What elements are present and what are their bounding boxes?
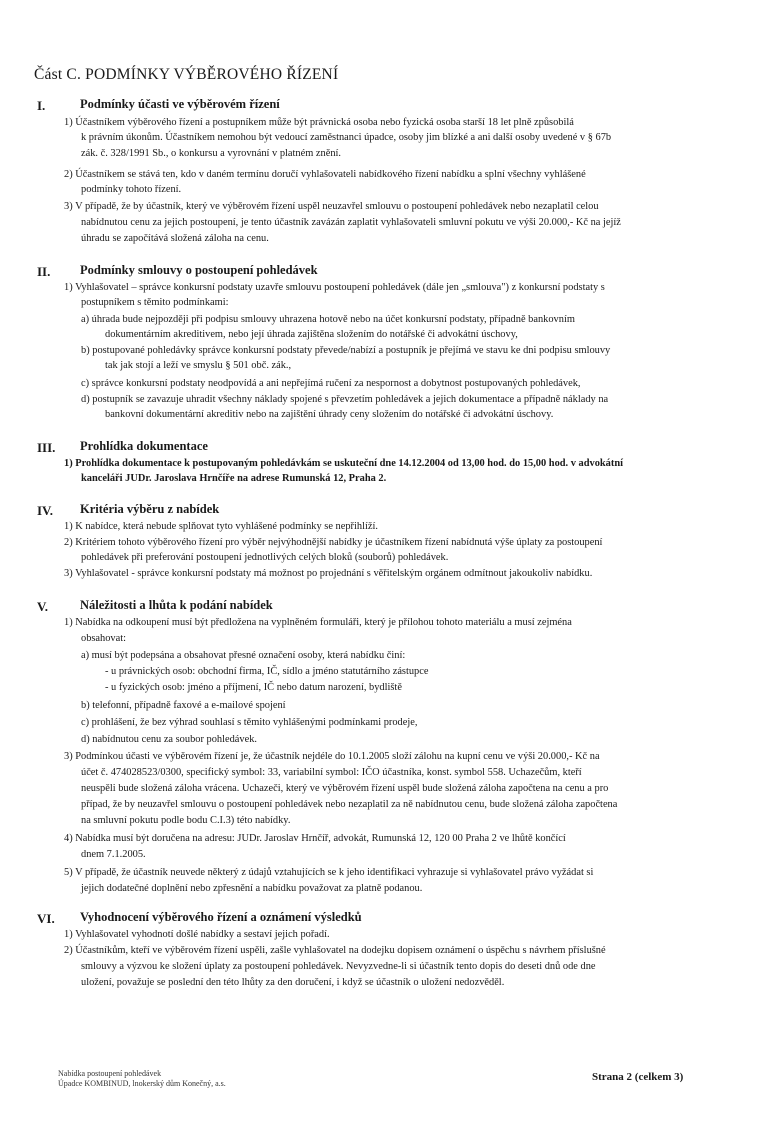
section-2-line: postupníkem s těmito podmínkami: <box>81 297 229 308</box>
section-2-title: Podmínky smlouvy o postoupení pohledávek <box>80 263 318 277</box>
section-2-line: 1) Vyhlašovatel – správce konkursní podstaty uzavře smlouvu postoupení pohledávek (dále jen „smlouva") z konkursní podstaty s <box>64 282 605 293</box>
page-number: Strana 2 (celkem 3) <box>592 1071 684 1083</box>
footer-left-line: Nabídka postoupení pohledávek <box>58 1069 162 1078</box>
section-4-line: 3) Vyhlašovatel - správce konkursní podstaty má možnost po projednání s věřitelským orgánem odmítnout jakoukoliv nabídku. <box>64 568 593 579</box>
section-6-line: smlouvy a výzvou ke složení úplaty za postoupení pohledávek. Nevyzvedne-li si účastník tento dopis do deseti dnů ode dne <box>81 961 596 972</box>
section-5-line: dnem 7.1.2005. <box>81 849 146 860</box>
section-5-line: obsahovat: <box>81 633 127 644</box>
section-2-line: a) úhrada bude nejpozději při podpisu smlouvy uhrazena hotově nebo na účet konkursní podstaty, případně bankovním <box>81 314 575 325</box>
section-6-line: uložení, považuje se poslední den této lhůty za den doručení, i když se účastník o uložení nedozvěděl. <box>81 977 505 988</box>
section-5-line: - u právnických osob: obchodní firma, IČ, sídlo a jméno statutárního zástupce <box>105 666 429 677</box>
section-2-line: b) postupované pohledávky správce konkursní podstaty převede/nabízí a postupník je přejímá ve stavu ke dni podpisu smlouvy <box>81 345 611 356</box>
section-1-line: podmínky tohoto řízení. <box>81 184 182 195</box>
section-2-line: tak jak stojí a leží ve smyslu § 501 obč. zák., <box>105 360 292 371</box>
section-5-line: případ, že by neuzavřel smlouvu o postoupení pohledávek nebo nezaplatil za ně nabídnutou cenu, bude složená záloha započtena <box>81 799 618 810</box>
section-1-line: nabídnutou cenu za jejich postoupení, je tento účastník zavázán zaplatit vyhlašovateli smluvní pokutu ve výši 20.000,- Kč na jejíž <box>81 217 621 228</box>
section-3-line: 1) Prohlídka dokumentace k postupovaným pohledávkám se uskuteční dne 14.12.2004 od 13,00 hod. do 15,00 hod. v advokátní <box>64 458 624 469</box>
section-4-number: IV. <box>37 503 54 518</box>
section-6-line: 2) Účastníkům, kteří ve výběrovém řízení uspěli, zašle vyhlašovatel na dodejku dopisem oznámení o úspěchu s návrhem příslušné <box>64 945 606 956</box>
section-1-line: k právním úkonům. Účastníkem nemohou být vedoucí zaměstnanci úpadce, osoby jim blízké a ani další osoby uvedené v § 67b <box>81 132 612 143</box>
section-5-line: - u fyzických osob: jméno a příjmení, IČ nebo datum narození, bydliště <box>105 682 402 693</box>
section-3-line: kanceláři JUDr. Jaroslava Hrnčíře na adrese Rumunská 12, Praha 2. <box>81 473 387 484</box>
section-5-line: 4) Nabídka musí být doručena na adresu: JUDr. Jaroslav Hrnčíř, advokát, Rumunská 12, 120 00 Praha 2 ve lhůtě končící <box>64 833 566 844</box>
page-title: Část C. PODMÍNKY VÝBĚROVÉHO ŘÍZENÍ <box>34 66 339 83</box>
section-5-line: a) musí být podepsána a obsahovat přesné označení osoby, která nabídku činí: <box>81 650 406 661</box>
section-5-line: jejich dodatečné doplnění nebo zpřesnění a nabídku považovat za platně podanou. <box>81 883 423 894</box>
section-2-number: II. <box>37 264 51 279</box>
section-4-line: pohledávek při preferování postoupení jednotlivých celých bloků (souborů) pohledávek. <box>81 552 449 563</box>
section-6-title: Vyhodnocení výběrového řízení a oznámení výsledků <box>80 910 362 924</box>
section-2-line: d) postupník se zavazuje uhradit všechny náklady spojené s převzetím pohledávek a jejich dokumentace a případně náklady na <box>81 394 609 405</box>
section-1-number: I. <box>37 98 46 113</box>
section-5-line: 3) Podmínkou účasti ve výběrovém řízení je, že účastník nejdéle do 10.1.2005 složí zálohu na kupní cenu ve výši 20.000,- Kč na <box>64 751 600 762</box>
section-5-line: b) telefonní, případně faxové a e-mailové spojení <box>81 700 286 711</box>
section-5-line: d) nabídnutou cenu za soubor pohledávek. <box>81 734 258 745</box>
section-5-number: V. <box>37 599 48 614</box>
section-2-line: bankovní dokumentární akreditiv nebo na zajištění úhrady ceny složením do notářské či advokátní úschovy. <box>105 409 554 420</box>
section-3-number: III. <box>37 440 56 455</box>
section-1-line: zák. č. 328/1991 Sb., o konkursu a vyrovnání v platném znění. <box>81 148 342 159</box>
section-5-title: Náležitosti a lhůta k podání nabídek <box>80 598 273 612</box>
section-5-line: neuspěli bude složená záloha vrácena. Uchazeči, který ve výběrovém řízení uspěl bude složená záloha započtena na cenu a pro <box>81 783 609 794</box>
section-5-line: na smluvní pokutu podle bodu C.I.3) této nabídky. <box>81 815 291 826</box>
section-6-number: VI. <box>37 911 55 926</box>
section-5-line: 1) Nabídka na odkoupení musí být předložena na vyplněném formuláři, který je přílohou tohoto materiálu a musí zejména <box>64 617 572 628</box>
section-5-line: c) prohlášení, že bez výhrad souhlasí s těmito vyhlášenými podmínkami prodeje, <box>81 717 418 728</box>
section-5-line: účet č. 474028523/0300, specifický symbol: 33, variabilní symbol: IČO účastníka, konst. symbol 558. Uchazečům, kteří <box>81 767 582 778</box>
section-4-title: Kritéria výběru z nabídek <box>80 502 220 516</box>
section-2-line: dokumentárním akreditivem, nebo její úhrada zajištěna složením do notářské či advokátní úschovy, <box>105 329 518 340</box>
footer-left <box>58 1069 226 1089</box>
footer-left-line: Úpadce KOMBINUD, lnokerský dům Konečný, a.s. <box>58 1079 226 1088</box>
section-1-line: 3) V případě, že by účastník, který ve výběrovém řízení uspěl neuzavřel smlouvu o postoupení pohledávek nebo nezaplatil celou <box>64 201 599 212</box>
section-6-line: 1) Vyhlašovatel vyhodnotí došlé nabídky a sestaví jejich pořadí. <box>64 929 330 940</box>
section-3-title: Prohlídka dokumentace <box>80 439 208 453</box>
section-5-line: 5) V případě, že účastník neuvede některý z údajů vztahujících se k jeho identifikaci vyhrazuje si vyhlašovatel právo vyžádat si <box>64 867 594 878</box>
section-2-line: c) správce konkursní podstaty neodpovídá a ani nepřejímá ručení za nespornost a dobytnost postupovaných pohledávek, <box>81 378 581 389</box>
section-1-title: Podmínky účasti ve výběrovém řízení <box>80 97 280 111</box>
section-4-line: 2) Kritériem tohoto výběrového řízení pro výběr nejvýhodnější nabídky je účastníkem řízení nabídnutá výše úplaty za postoupení <box>64 537 603 548</box>
section-1-line: úhradu se započítává složená záloha na cenu. <box>81 233 269 244</box>
section-1-line: 2) Účastníkem se stává ten, kdo v daném termínu doručí vyhlašovateli nabídkového řízení nabídku a splní všechny vyhlášené <box>64 169 586 180</box>
section-1-line: 1) Účastníkem výběrového řízení a postupníkem může být právnická osoba nebo fyzická osoba starší 18 let plně způsobilá <box>64 117 574 128</box>
section-4-line: 1) K nabídce, která nebude splňovat tyto vyhlášené podmínky se nepřihlíží. <box>64 521 378 532</box>
